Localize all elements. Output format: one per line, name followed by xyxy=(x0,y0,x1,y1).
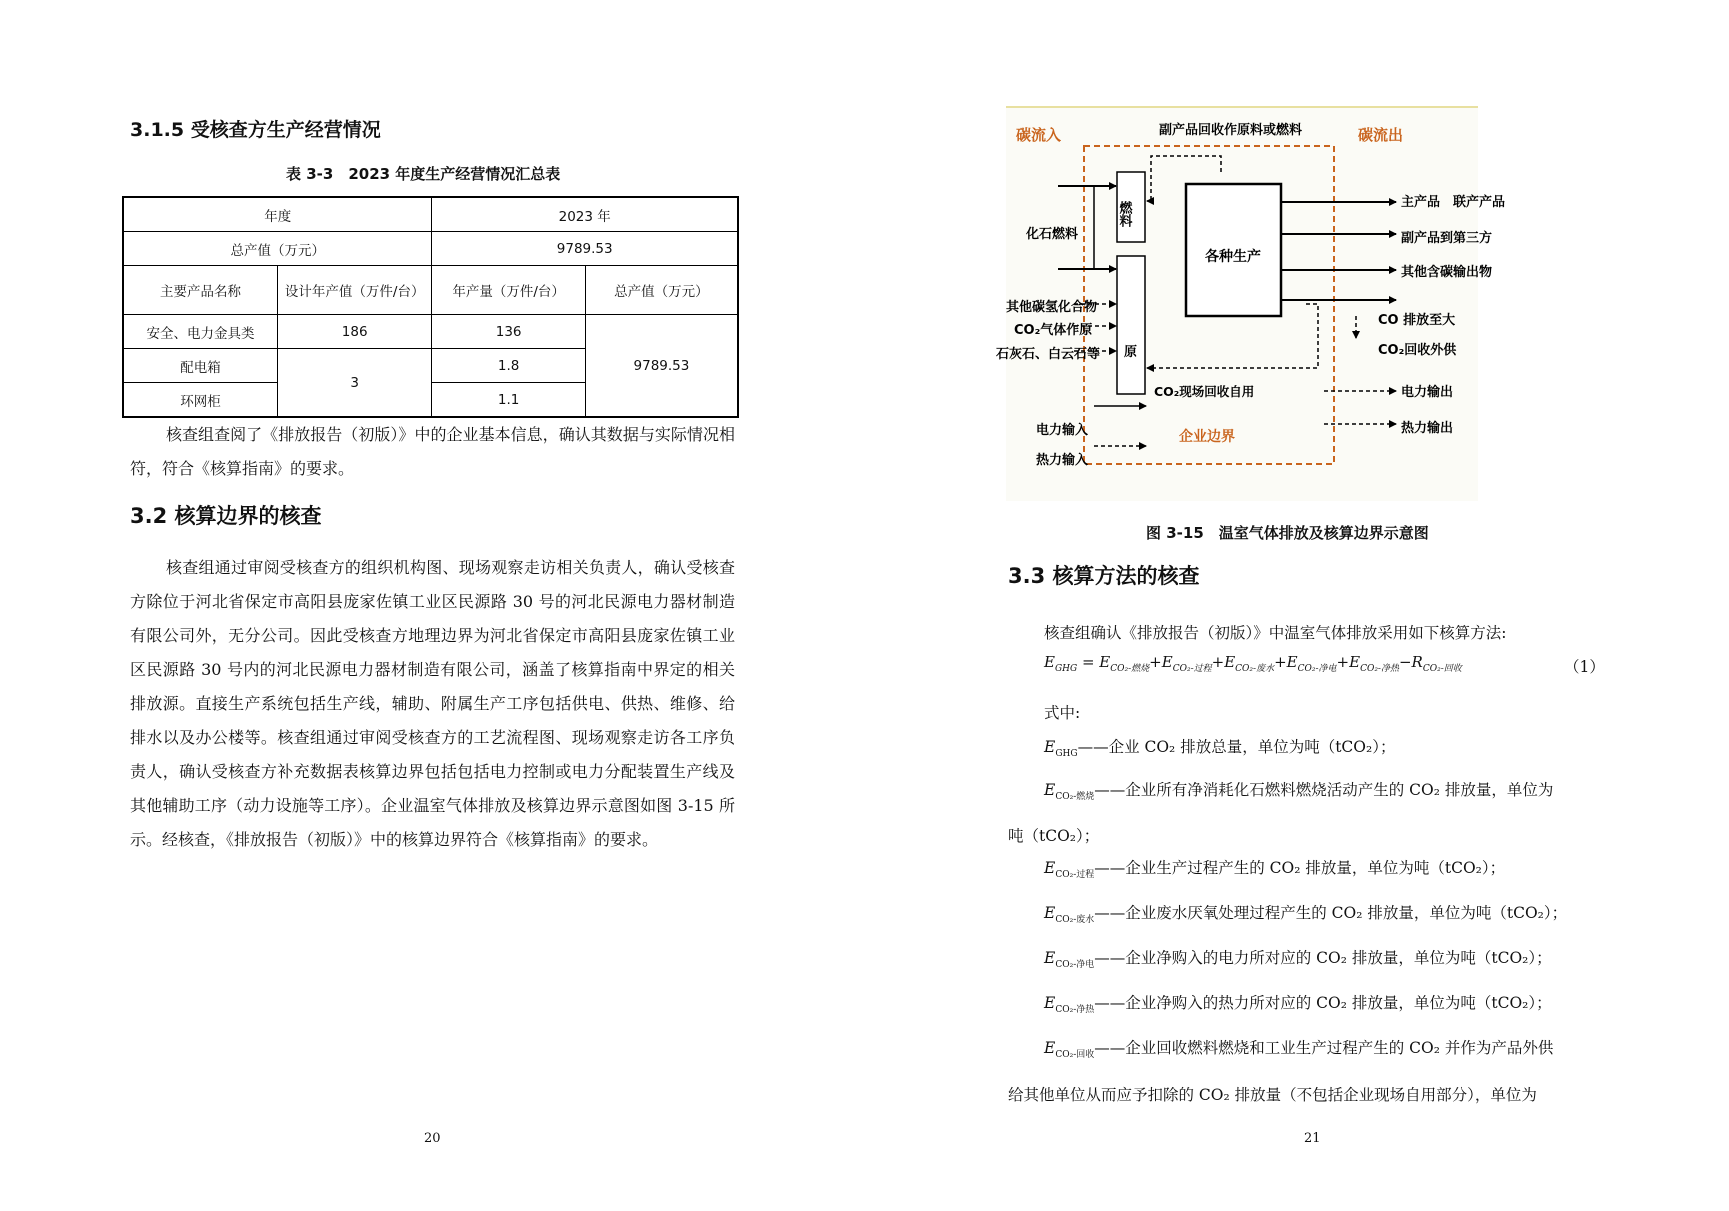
definition-line xyxy=(1044,856,1505,880)
definition-continuation: 给其他单位从而应予扣除的 CO₂ 排放量（不包括企业现场自用部分），单位为 xyxy=(1008,1086,1537,1104)
other-hydrocarbon-label: 其他碳氢化合物 xyxy=(1006,300,1098,315)
def-text: ——企业 CO₂ 排放总量，单位为吨（tCO₂）； xyxy=(1077,738,1396,756)
definition-line xyxy=(1044,778,1553,802)
other-carbon-label: 其他含碳输出物 xyxy=(1401,265,1493,280)
definition-line xyxy=(1044,1036,1553,1060)
formula-term-sub: CO₂-净电 xyxy=(1297,664,1337,674)
definition-continuation: 吨（tCO₂）； xyxy=(1008,827,1100,845)
raw-material-box xyxy=(1117,256,1145,394)
formula-number: （1） xyxy=(1564,658,1605,676)
byproduct-recycle-label: 副产品回收作原料或燃料 xyxy=(1159,123,1303,138)
def-text: ——企业净购入的电力所对应的 CO₂ 排放量，单位为吨（tCO₂）； xyxy=(1094,949,1552,967)
formula-term-sub: CO₂-回收 xyxy=(1422,664,1462,674)
def-symbol: E xyxy=(1044,859,1056,877)
byproduct-third-label: 副产品到第三方 xyxy=(1401,231,1493,246)
production-summary-table xyxy=(122,196,739,418)
paragraph-boundary-check: 核查组通过审阅受核查方的组织机构图、现场观察走访相关负责人，确认受核查方除位于河北省保定市高阳县庞家佐镇工业区民源路 30 号的河北民源电力器材制造有限公司外，无分公司。因此受核查方地理边界为河北省保定市高阳县庞家佐镇工业区民源路 30 号内的河北民源电力器材制造有限公司，涵盖了核算指南中界定的相关排放源。直接生产系统包括生产线，辅助、附属生产工序包括供电、供热、维修、给排水以及办公楼等。核查组通过审阅受核查方的工艺流程图、现场观察走访各工序负责人，确认受核查方补充数据表核算边界包括包括电力控制或电力分配装置生产线及其他辅助工序（动力设施等工序）。企业温室气体排放及核算边界示意图如图 3-15 所示。经核查，《排放报告（初版）》中的核算边界符合《核算指南》的要求。 xyxy=(130,558,735,849)
paragraph-data-check: 核查组查阅了《排放报告（初版）》中的企业基本信息，确认其数据与实际情况相符，符合《核算指南》的要求。 xyxy=(130,425,735,478)
table-row xyxy=(123,315,738,349)
def-symbol: E xyxy=(1044,738,1056,756)
main-product-label: 主产品 联产产品 xyxy=(1401,195,1506,210)
section-3-1-5-title: 3.1.5 受核查方生产经营情况 xyxy=(130,119,381,141)
section-3-2-title: 3.2 核算边界的核查 xyxy=(130,504,322,528)
def-symbol: E xyxy=(1044,949,1056,967)
formula-term: +E xyxy=(1274,653,1298,671)
figure-caption: 图 3-15 温室气体排放及核算边界示意图 xyxy=(1146,524,1429,542)
def-symbol: E xyxy=(1044,904,1056,922)
limestone-label: 石灰石、白云石等 xyxy=(996,347,1101,362)
power-output-label: 电力输出 xyxy=(1401,385,1454,400)
left-page xyxy=(0,0,864,1211)
def-text: ——企业回收燃料燃烧和工业生产过程产生的 CO₂ 并作为产品外供 xyxy=(1094,1039,1554,1057)
right-page xyxy=(864,0,1729,1211)
formula-term: E xyxy=(1099,653,1111,671)
definition-line xyxy=(1044,991,1552,1015)
table-header-row xyxy=(123,266,738,315)
formula-term: +E xyxy=(1211,653,1236,671)
fossil-fuel-label: 化石燃料 xyxy=(1026,227,1079,242)
co2-recovery-label: CO₂回收外供 xyxy=(1378,343,1457,358)
co2-as-raw-label: CO₂气体作原 xyxy=(1014,323,1093,338)
formula-lhs-sub: GHG xyxy=(1054,664,1078,674)
table-caption: 表 3-3 2023 年度生产经营情况汇总表 xyxy=(286,165,561,183)
def-symbol-sub: GHG xyxy=(1055,749,1078,760)
heat-output-label: 热力输出 xyxy=(1401,421,1454,436)
production-box-label: 各种生产 xyxy=(1205,249,1261,265)
def-text: ——企业生产过程产生的 CO₂ 排放量，单位为吨（tCO₂）； xyxy=(1094,859,1506,877)
carbon-out-label: 碳流出 xyxy=(1358,126,1404,144)
product-name-cell: 配电箱 xyxy=(123,349,277,383)
annual-output-cell: 136 xyxy=(432,315,585,349)
formula-term: +E xyxy=(1336,653,1361,671)
year-value-cell: 2023 年 xyxy=(432,197,738,232)
co2-onsite-label: CO₂现场回收自用 xyxy=(1154,384,1255,399)
annual-output-cell: 1.8 xyxy=(432,349,585,383)
carbon-in-label: 碳流入 xyxy=(1016,126,1062,144)
col-header-product: 主要产品名称 xyxy=(123,266,277,315)
ghg-formula xyxy=(1044,653,1462,674)
definition-line xyxy=(1044,735,1395,759)
def-symbol-sub: CO₂-过程 xyxy=(1055,870,1095,881)
ghg-boundary-diagram xyxy=(996,106,1506,501)
power-input-label: 电力输入 xyxy=(1036,423,1089,438)
def-symbol-sub: CO₂-回收 xyxy=(1055,1050,1095,1061)
product-name-cell: 环网柜 xyxy=(123,383,277,418)
def-text: ——企业净购入的热力所对应的 CO₂ 排放量，单位为吨（tCO₂）； xyxy=(1094,994,1552,1012)
co-emission-label: CO 排放至大 xyxy=(1378,313,1456,328)
page-number-left: 20 xyxy=(424,1131,441,1146)
col-header-total: 总产值（万元） xyxy=(585,266,738,315)
col-header-annual: 年产量（万件/台） xyxy=(432,266,585,315)
formula-term: +E xyxy=(1149,653,1173,671)
def-symbol-sub: CO₂-净热 xyxy=(1055,1005,1095,1016)
formula-intro: 核查组确认《排放报告（初版）》中温室气体排放采用如下核算方法: xyxy=(1044,624,1507,642)
year-label-cell: 年度 xyxy=(123,197,432,232)
col-header-design: 设计年产值（万件/台） xyxy=(277,266,431,315)
table-row xyxy=(123,197,738,232)
raw-material-box-label: 原 xyxy=(1124,345,1138,360)
formula-eq: = xyxy=(1077,653,1100,671)
merged-total-cell: 9789.53 xyxy=(585,315,738,418)
formula-term-sub: CO₂-废水 xyxy=(1235,664,1275,674)
total-output-label-cell: 总产值（万元） xyxy=(123,232,432,266)
def-symbol: E xyxy=(1044,994,1056,1012)
definition-line xyxy=(1044,946,1552,970)
def-symbol: E xyxy=(1044,781,1056,799)
design-capacity-cell: 186 xyxy=(277,315,431,349)
page-number-right: 21 xyxy=(1304,1131,1321,1146)
enterprise-boundary-label: 企业边界 xyxy=(1179,429,1235,445)
formula-lhs: E xyxy=(1044,653,1055,671)
definition-line xyxy=(1044,901,1567,925)
def-symbol-sub: CO₂-燃烧 xyxy=(1055,792,1095,803)
def-text: ——企业废水厌氧处理过程产生的 CO₂ 排放量，单位为吨（tCO₂）； xyxy=(1094,904,1568,922)
section-3-3-title: 3.3 核算方法的核查 xyxy=(1008,564,1200,588)
where-label: 式中: xyxy=(1044,704,1081,722)
formula-term-sub: CO₂-燃烧 xyxy=(1110,664,1150,674)
def-symbol-sub: CO₂-净电 xyxy=(1055,960,1095,971)
fuel-box-label: 燃料 xyxy=(1116,201,1132,227)
heat-input-label: 热力输入 xyxy=(1036,453,1089,468)
formula-term-sub: CO₂-净热 xyxy=(1360,664,1399,674)
design-capacity-cell: 3 xyxy=(277,349,431,418)
def-text: ——企业所有净消耗化石燃料燃烧活动产生的 CO₂ 排放量，单位为 xyxy=(1094,781,1554,799)
table-row xyxy=(123,232,738,266)
formula-term-sub: CO₂-过程 xyxy=(1172,664,1212,674)
annual-output-cell: 1.1 xyxy=(432,383,585,418)
product-name-cell: 安全、电力金具类 xyxy=(123,315,277,349)
def-symbol: E xyxy=(1044,1039,1056,1057)
def-symbol-sub: CO₂-废水 xyxy=(1055,915,1095,926)
formula-term: −R xyxy=(1398,653,1423,671)
total-output-value-cell: 9789.53 xyxy=(432,232,738,266)
